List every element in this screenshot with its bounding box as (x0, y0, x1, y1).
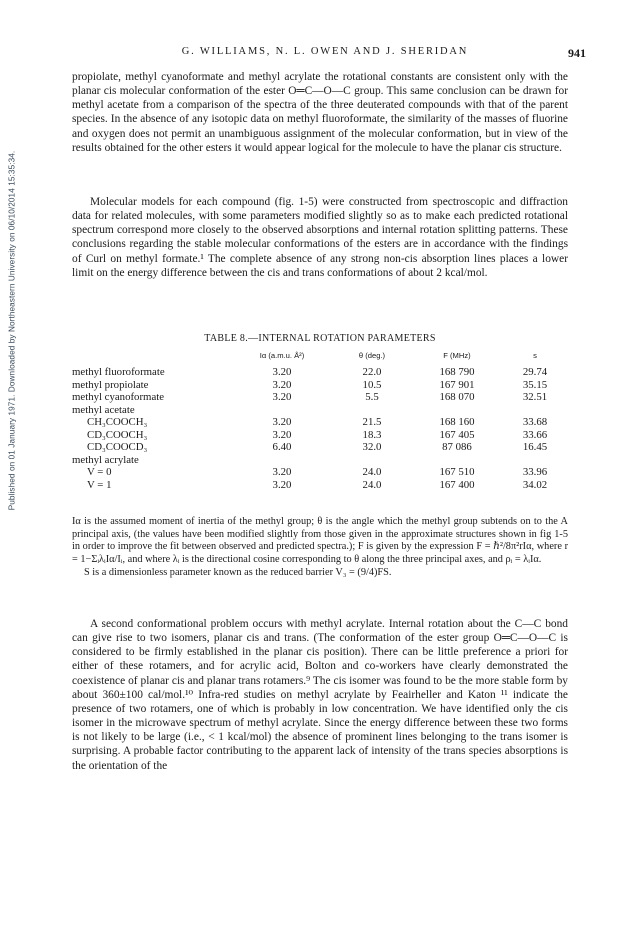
table-row (72, 466, 568, 479)
inertia-cell: 3.20 (272, 478, 292, 491)
frequency-cell: 87 086 (442, 441, 472, 453)
frequency-cell (412, 454, 502, 467)
angle-cell: 18.3 (362, 428, 382, 441)
frequency-cell: 167 901 (439, 378, 475, 391)
compound-cell: methyl cyanoformate (72, 391, 165, 403)
column-header: θ (deg.) (358, 350, 386, 360)
compound-cell: CD₃COOCH₃ (87, 428, 148, 441)
inertia-cell: 3.20 (272, 378, 292, 391)
compound-cell: methyl acetate (72, 403, 135, 416)
compound-cell: methyl propiolate (72, 378, 149, 391)
table-row (72, 454, 568, 467)
s-value-cell: 16.45 (522, 441, 548, 453)
s-value-cell (502, 404, 568, 417)
frequency-cell: 168 070 (439, 391, 475, 403)
compound-cell: CD₃COOCD₃ (87, 441, 148, 453)
table-body (72, 366, 568, 491)
angle-cell: 32.0 (362, 441, 382, 453)
table-note-2: S is a dimensionless parameter known as the reduced barrier V₃ = (9/4)FS. (84, 567, 392, 579)
table-row (72, 441, 568, 454)
frequency-cell: 167 400 (439, 478, 475, 491)
angle-cell: 24.0 (362, 478, 382, 491)
s-value-cell: 29.74 (522, 366, 548, 378)
column-header (72, 349, 232, 366)
header-authors: G. WILLIAMS, N. L. OWEN AND J. SHERIDAN (181, 46, 469, 57)
frequency-cell: 167 510 (439, 466, 475, 478)
s-value-cell: 32.51 (522, 391, 548, 403)
frequency-cell: 168 160 (439, 416, 475, 428)
table-note-1: Iα is the assumed moment of inertia of the methyl group; θ is the angle which the methyl group subtends on to the A principal axis, (the values have been modified slightly from those given in the approximate structures shown in fig 1-5 in order to improve the fit between observed and predicted spectra.); F is given by the expression F = ℏ²/8π²rIα, where r = 1−ΣᵢλᵢIα/Iᵢ, and where λᵢ is the directional cosine corresponding to θ along the three principal axes, and ρᵢ = λᵢIα. (72, 516, 568, 565)
inertia-cell: 3.20 (272, 428, 292, 441)
inertia-cell: 3.20 (272, 366, 292, 378)
angle-cell: 5.5 (365, 391, 379, 403)
column-header: F (MHz) (443, 350, 471, 360)
angle-cell: 21.5 (362, 416, 382, 428)
inertia-cell (232, 404, 332, 417)
table-row (72, 416, 568, 429)
s-value-cell: 33.96 (522, 466, 548, 478)
column-header: s (533, 350, 537, 360)
body-paragraph-3: A second conformational problem occurs with methyl acrylate. Internal rotation about the C—C bond can give rise to two isomers, planar cis and trans. (The conformation of the ester group O═C—O—C is considered to be firmly established in the planar cis position). There can be little preference a priori for either of these rotamers, and for acrylic acid, Bolton and co-workers have clearly demonstrated the coexistence of planar cis and planar trans rotamers.⁹ The cis isomer was found to be the more stable form by about 360±100 cal/mol.¹⁰ Infra-red studies on methyl acrylate by Feairheller and Katon ¹¹ indicate the presence of two rotamers, one of which is probably in low concentration. We have identified only the cis isomer in the microwave spectrum of methyl acrylate. Since the energy difference between these two forms is not likely to be large (i.e., < 1 kcal/mol) the absence of prominent lines belonging to the trans isomer is surprising. A probable factor contributing to the apparent lack of intensity of the trans species absorptions is the orientation of the (72, 618, 568, 772)
compound-cell: methyl acrylate (72, 453, 139, 466)
body-paragraph-1: propiolate, methyl cyanoformate and methyl acrylate the rotational constants are consistent only with the planar cis molecular conformation of the ester O═C—O—C group. This same conclusion can be drawn for methyl acetate from a comparison of the spectra of the three deuterated compounds with that of the parent species. In the absence of any isotopic data on methyl fluoroformate, the similarity of the masses of fluorine and oxygen does not permit an unambiguous assignment of the molecular conformation, but in view of the results obtained for the other esters it would appear logical for the molecule to have the planar cis structure. (72, 71, 568, 154)
table-title: TABLE 8.—INTERNAL ROTATION PARAMETERS (204, 333, 436, 344)
table-row (72, 366, 568, 379)
compound-cell: CH₃COOCH₃ (87, 416, 148, 428)
inertia-cell: 6.40 (272, 441, 292, 453)
table-notes (72, 516, 568, 580)
table-row (72, 479, 568, 492)
table-header-row (72, 349, 568, 366)
running-header (58, 46, 592, 62)
angle-cell (332, 404, 412, 417)
compound-cell: V = 0 (87, 466, 112, 478)
frequency-cell: 168 790 (439, 366, 475, 378)
s-value-cell: 33.66 (522, 428, 548, 441)
frequency-cell (412, 404, 502, 417)
angle-cell (332, 454, 412, 467)
s-value-cell: 35.15 (522, 378, 548, 391)
s-value-cell: 34.02 (522, 478, 548, 491)
angle-cell: 10.5 (362, 378, 382, 391)
frequency-cell: 167 405 (439, 428, 475, 441)
inertia-cell (232, 454, 332, 467)
compound-cell: V = 1 (87, 478, 112, 491)
inertia-cell: 3.20 (272, 416, 292, 428)
compound-cell: methyl fluoroformate (72, 366, 165, 378)
body-paragraph-2: Molecular models for each compound (fig. 1-5) were constructed from spectroscopic and diffraction data for related molecules, with some parameters modified slightly so as to make each predicted rotational spectrum correspond more closely to the observed absorptions and internal rotation splitting patterns. These conclusions regarding the stable molecular conformations of the esters are in accordance with the findings of Curl on methyl formate.¹ The complete absence of any strong non-cis absorption lines places a lower limit on the energy difference between the cis and trans conformations of about 2 kcal/mol. (72, 196, 568, 279)
page-number: 941 (568, 46, 586, 60)
angle-cell: 24.0 (362, 466, 382, 478)
table-row (72, 429, 568, 442)
inertia-cell: 3.20 (272, 466, 292, 478)
column-header: Iα (a.m.u. Å²) (259, 350, 305, 360)
table-row (72, 379, 568, 392)
angle-cell: 22.0 (362, 366, 382, 378)
table-row (72, 404, 568, 417)
download-watermark (2, 80, 22, 580)
s-value-cell: 33.68 (522, 416, 548, 428)
download-watermark-text: Published on 01 January 1971. Downloaded by Northeastern University on 06/10/2014 15:35:34. (7, 150, 17, 510)
table-row (72, 391, 568, 404)
internal-rotation-table (72, 349, 568, 491)
inertia-cell: 3.20 (272, 391, 292, 403)
s-value-cell (502, 454, 568, 467)
